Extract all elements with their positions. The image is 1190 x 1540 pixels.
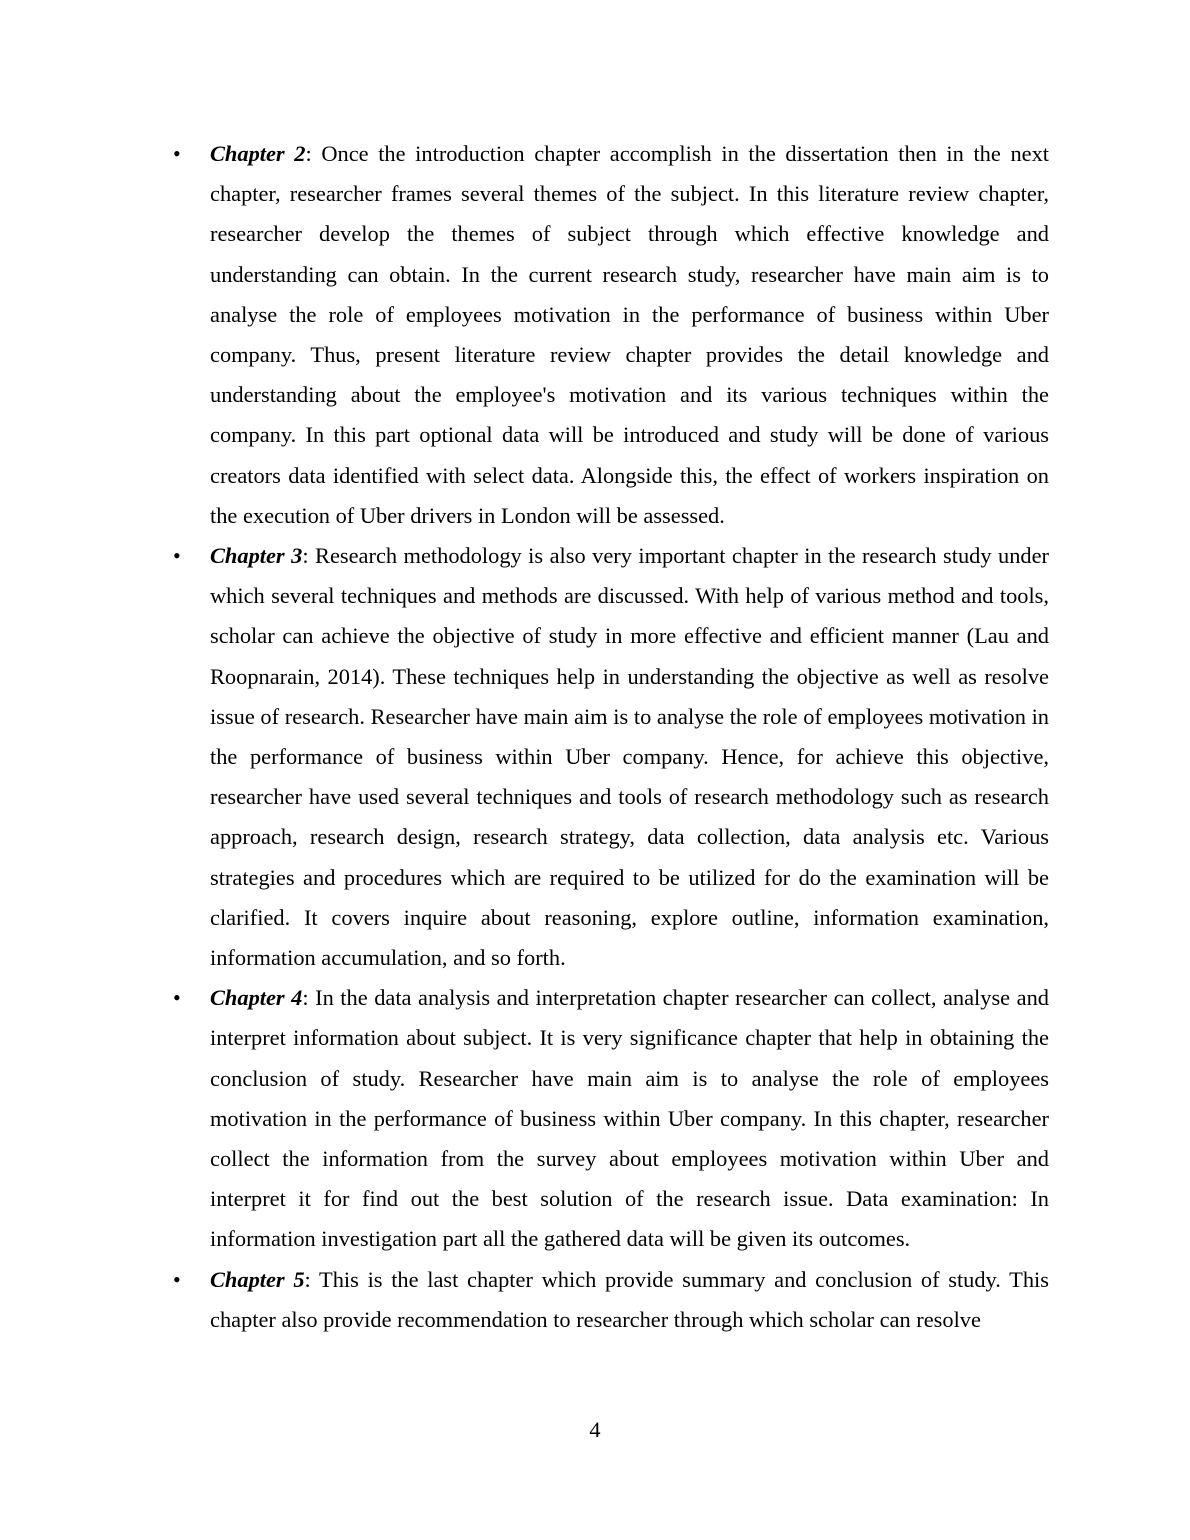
list-item-chapter-3 [0, 536, 1049, 978]
bullet-icon: • [173, 543, 181, 569]
page-number: 4 [589, 1417, 601, 1442]
list-item-chapter-5 [0, 1260, 1049, 1340]
list-item-text [210, 536, 1049, 978]
list-item-chapter-4 [0, 978, 1049, 1259]
chapter-heading: Chapter 3 [210, 543, 303, 569]
chapter-heading: Chapter 4 [210, 985, 303, 1011]
bullet-icon: • [173, 985, 181, 1011]
chapter-description: : Research methodology is also very important chapter in the research study under which several techniques and methods are discussed. With help of various method and tools, scholar can achieve the objective of study in more effective and efficient manner (Lau and Roopnarain, 2014). These techniques help in understanding the objective as well as resolve issue of research. Researcher have main aim is to analyse the role of employees motivation in the performance of business within Uber company. Hence, for achieve this objective, researcher have used several techniques and tools of research methodology such as research approach, research design, research strategy, data collection, data analysis etc. Various strategies and procedures which are required to be utilized for do the examination will be clarified. It covers inquire about reasoning, explore outline, information examination, information accumulation, and so forth. [210, 543, 1049, 971]
bullet-icon: • [173, 141, 181, 166]
chapter-heading: Chapter 5 [210, 1266, 305, 1292]
chapter-list [0, 134, 1190, 1340]
list-item-text [210, 978, 1049, 1259]
bullet-icon: • [173, 1266, 181, 1292]
list-item-text [210, 134, 1049, 536]
list-item-text [210, 1260, 1049, 1340]
list-item-chapter-2 [0, 134, 1049, 536]
chapter-description: : This is the last chapter which provide summary and conclusion of study. This chapter also provide recommendation to researcher through which scholar can resolve [210, 1266, 1049, 1332]
chapter-description: : Once the introduction chapter accomplish in the dissertation then in the next chapter, researcher frames several themes of the subject. In this literature review chapter, researcher develop the themes of subject through which effective knowledge and understanding can obtain. In the current research study, researcher have main aim is to analyse the role of employees motivation in the performance of business within Uber company. Thus, present literature review chapter provides the detail knowledge and understanding about the employee's motivation and its various techniques within the company. In this part optional data will be introduced and study will be done of various creators data identified with select data. Alongside this, the effect of workers inspiration on the execution of Uber drivers in London will be assessed. [210, 141, 1049, 528]
chapter-description: : In the data analysis and interpretation chapter researcher can collect, analyse and interpret information about subject. It is very significance chapter that help in obtaining the conclusion of study. Researcher have main aim is to analyse the role of employees motivation in the performance of business within Uber company. In this chapter, researcher collect the information from the survey about employees motivation within Uber and interpret it for find out the best solution of the research issue. Data examination: In information investigation part all the gathered data will be given its outcomes. [210, 985, 1049, 1252]
chapter-heading: Chapter 2 [210, 141, 306, 166]
